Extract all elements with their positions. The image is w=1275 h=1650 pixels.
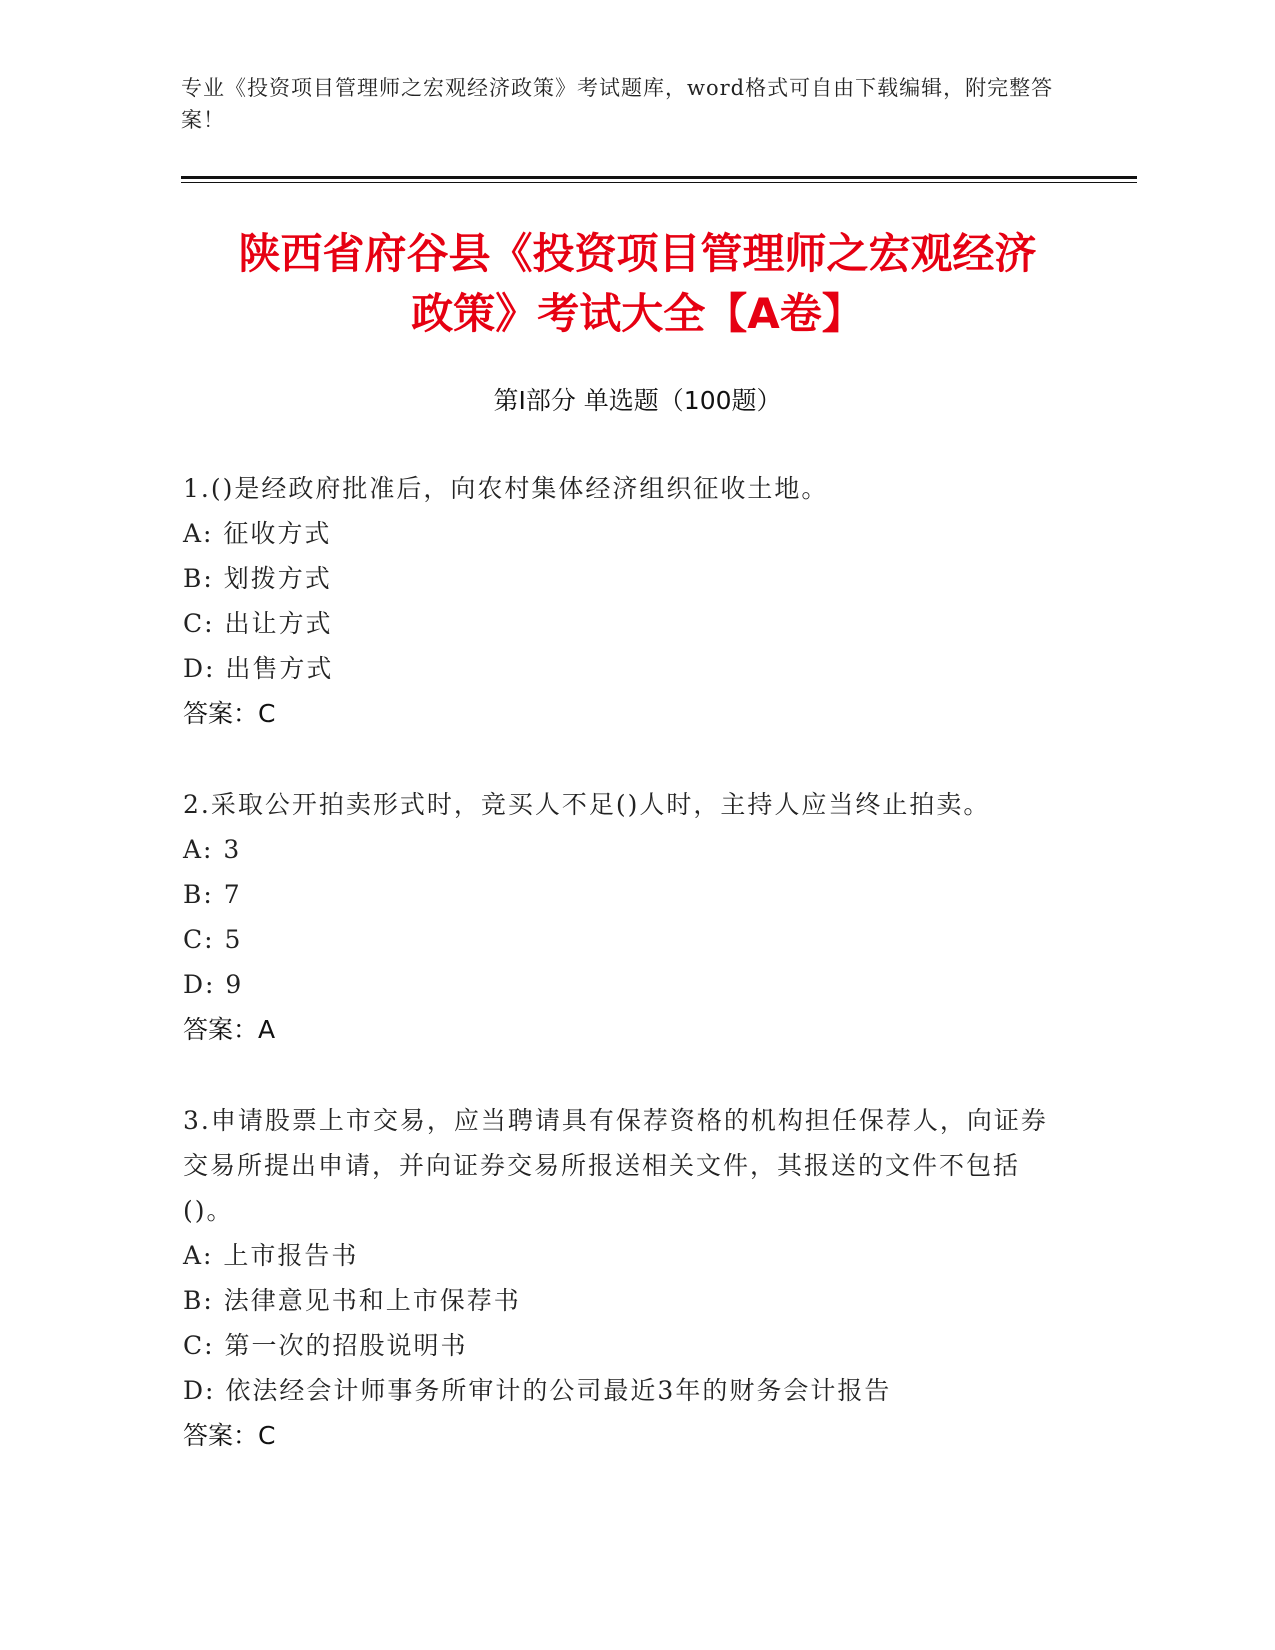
- header-divider-thin: [181, 182, 1137, 183]
- question-3: [183, 1098, 1063, 1458]
- answer: 答案：A: [183, 1015, 276, 1044]
- option-c: C: 出让方式: [183, 609, 333, 638]
- answer: 答案：C: [183, 1421, 276, 1450]
- option-b: B: 划拨方式: [183, 564, 332, 593]
- question-1: [183, 466, 1063, 736]
- option-c: C: 第一次的招股说明书: [183, 1331, 468, 1360]
- question-2: [183, 782, 1063, 1052]
- option-a: A: 上市报告书: [183, 1241, 359, 1270]
- header-note: 专业《投资项目管理师之宏观经济政策》考试题库，word格式可自由下载编辑，附完整答案！: [181, 76, 1054, 132]
- document-title-line-1: 陕西省府谷县《投资项目管理师之宏观经济: [238, 229, 1037, 278]
- option-a: A: 3: [183, 835, 242, 864]
- option-d: D: 出售方式: [183, 654, 334, 683]
- question-stem: 3.申请股票上市交易，应当聘请具有保荐资格的机构担任保荐人，向证券交易所提出申请，并向证券交易所报送相关文件，其报送的文件不包括()。: [183, 1106, 1048, 1225]
- option-d: D: 依法经会计师事务所审计的公司最近3年的财务会计报告: [183, 1376, 892, 1405]
- header-divider-thick: [181, 176, 1137, 179]
- document-title-line-2: 政策》考试大全【A卷】: [411, 289, 864, 338]
- answer: 答案：C: [183, 699, 276, 728]
- option-b: B: 法律意见书和上市保荐书: [183, 1286, 521, 1315]
- option-c: C: 5: [183, 925, 243, 954]
- option-a: A: 征收方式: [183, 519, 332, 548]
- option-b: B: 7: [183, 880, 242, 909]
- question-stem: 1.()是经政府批准后，向农村集体经济组织征收土地。: [183, 474, 829, 503]
- option-d: D: 9: [183, 970, 244, 999]
- document-title: [150, 224, 1125, 344]
- question-stem: 2.采取公开拍卖形式时，竞买人不足()人时，主持人应当终止拍卖。: [183, 790, 991, 819]
- section-title: 第I部分 单选题（100题）: [493, 386, 782, 415]
